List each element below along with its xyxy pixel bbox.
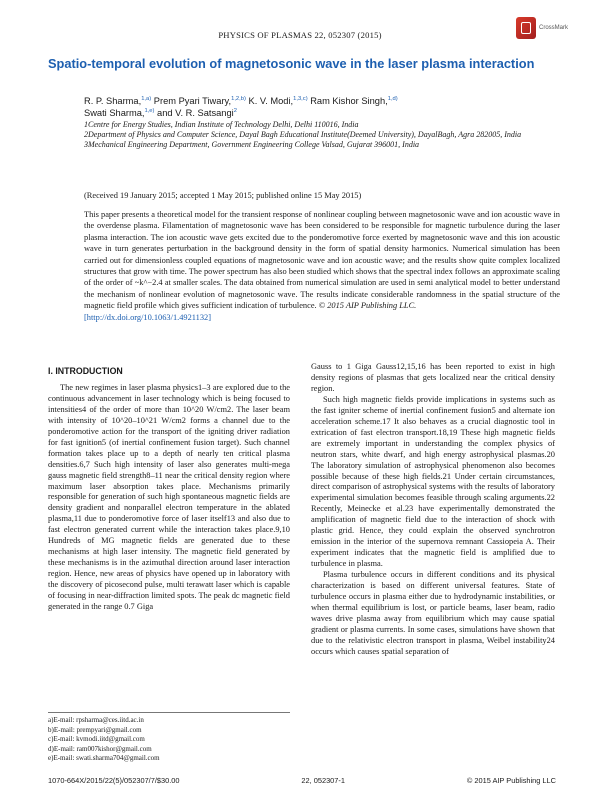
intro-paragraph-2: Such high magnetic fields provide implications in systems such as the fast igniter scheme of inertial confinement fusion5 and alternate ion acceleration scheme.17 It also behaves as a crucial diagnostic tool in extrication of fast electron transport.18,19 These high magnetic fields are extremely important in understanding the complex physics of neutron stars, white dwarf, and high energy astrophysical plasmas.20 The laboratory simulation of astrophysical phenomenon also becomes possible because of these high fields.21 Under certain circumstances, direct comparison of astrophysical systems with the results of laboratory experimental simulation becomes feasible through scaling arguments.22 Recently, Meinecke et al.23 have experimentally demonstrated the amplification of magnetic field due to the interaction of shock with plastic grid. Hence, they could explain the observed synchrotron emission in the interior of the supernova remnant Cassiopeia A. Their experiment indicates that the magnetic field is amplified due to turbulence in plasma. <box>311 394 555 569</box>
logo-text <box>539 25 568 32</box>
footnote-b: b)E-mail: prempyari@gmail.com <box>48 725 142 734</box>
abstract-copyright: © 2015 AIP Publishing LLC. <box>318 301 417 311</box>
author-list: R. P. Sharma,$^{1,a)}$ Prem Pyari Tiwary,$^{1,2,b)}$ K. V. Modi,$^{1,3,c)}$ Ram Kishor Singh,$^{1,d)}$ Swati Sharma,$^{1,e)}$ and V. R. Satsangi$^2$ <box>84 95 398 118</box>
intro-paragraph-1: The new regimes in laser plasma physics1–3 are explored due to the continuous advancement in laser technology which is being focused to intensities4 of the order of more than 10^20 W/cm2. The laser beam with intensity of 10^20–10^21 W/cm2 forms a channel due to the ponderomotive action for the transport of the igniting driver radiation for fast ignition5 (of inertial confinement fusion target). Such channel formation takes place up to a depth of nearly ten critical plasma densities.6,7 Such high intensity of laser also generates multi-mega gauss magnetic field strength8–11 near the critical density region where maximum laser absorption takes place. Mechanisms primarily responsible for generation of such high spontaneous magnetic fields are density gradient and nonparallel electron temperature in the ablated plasma,11 due to ponderomotive force of laser itself13 and also due to fast electron generated current while the interaction takes place.9,10 Hundreds of MG magnetic fields are generated due to these mechanisms at high laser intensity. The magnetic field generated by these mechanisms is in the azimuthal direction around laser interaction region. Hence, new areas of physics have opened up in laboratory with the discovery of picosecond pulse, multi terawatt laser which is capable of focusing in near-diffraction limited spots. The peak dc magnetic field generated in the range 0.7 Giga <box>48 382 290 612</box>
abstract <box>84 209 560 323</box>
doi-link[interactable]: [http://dx.doi.org/10.1063/1.4921132] <box>84 312 212 322</box>
crossmark-logo[interactable] <box>516 14 578 42</box>
footer-copyright: © 2015 AIP Publishing LLC <box>466 776 556 785</box>
section-heading: I. INTRODUCTION <box>48 366 123 376</box>
crossmark-icon <box>516 17 536 39</box>
footer-issn: 1070-664X/2015/22(5)/052307/7/$30.00 <box>48 776 180 785</box>
footer-page-number: 22, 052307-1 <box>301 776 345 785</box>
footnotes <box>48 712 290 764</box>
footnote-d: d)E-mail: ram007kishor@gmail.com <box>48 744 152 753</box>
footnote-e: e)E-mail: swati.sharma704@gmail.com <box>48 754 160 763</box>
right-column <box>311 362 555 658</box>
running-head: PHYSICS OF PLASMAS 22, 052307 (2015) <box>218 30 382 40</box>
left-column <box>48 366 290 613</box>
intro-paragraph-3: Plasma turbulence occurs in different conditions and its physical characterization is based on different universal features. State of turbulence occurs in plasma either due to hydrodynamic instabilities, or when thermal equilibrium is lost, or particle beams, laser beam, radio waves drive plasma away from equilibrium which may cause spatial gradient or plasma currents. In some cases, simulations have shown that due to the relativistic electron transport in plasma, Weibel instability24 occurs which causes spatial separation of <box>311 570 555 656</box>
affiliation-3: 3Mechanical Engineering Department, Government Engineering College Valsad, Gujarat 396001, India <box>84 140 420 149</box>
received-dates: (Received 19 January 2015; accepted 1 May 2015; published online 15 May 2015) <box>84 191 362 200</box>
intro-paragraph-continued: Gauss to 1 Giga Gauss12,15,16 has been reported to exist in high density regions of plasmas that gets localized near the critical density region. <box>311 362 555 393</box>
abstract-text: This paper presents a theoretical model for the transient response of nonlinear coupling between magnetosonic wave and ion acoustic wave in the overdense plasma. Filamentation of magnetosonic wave has been considered to be responsible for magnetic turbulence during the laser plasma interaction. The ion acoustic wave gets excited due to the ponderomotive force exerted by magnetosonic wave and this ion acoustic wave in turn generates perturbation in the background density in the form of spatial density harmonics. Numerical simulation has been carried out for dimensionless coupled equations of magnetosonic wave and ion acoustic wave; and the results show quite complex localized structures that grow with time. The power spectrum has also been studied which shows that the spectral index follows an approximate scaling of the order of ~k^−2.4 at smaller scales. The data obtained from numerical simulation are used in semi analytical model to better understand the mechanism of nonlinear evolution of magnetosonic wave. The results indicate considerable randomness in the spatial structure of the magnetic field profile which gives sufficient indication of turbulence. <box>84 210 560 311</box>
logo-text-line1: CrossMark <box>539 24 569 31</box>
article-title: Spatio-temporal evolution of magnetosonic wave in the laser plasma interaction <box>48 56 535 71</box>
affiliation-2: 2Department of Physics and Computer Science, Dayal Bagh Educational Institute(Deemed University), DayalBagh, Agra 282005, India <box>84 130 522 139</box>
footnote-c: c)E-mail: kvmodi.iitd@gmail.com <box>48 735 145 744</box>
affiliation-1: 1Centre for Energy Studies, Indian Institute of Technology Delhi, Delhi 110016, India <box>84 120 359 129</box>
page-footer <box>48 776 556 785</box>
affiliations <box>84 120 564 150</box>
footnote-a: a)E-mail: rpsharma@ces.iitd.ac.in <box>48 716 144 724</box>
